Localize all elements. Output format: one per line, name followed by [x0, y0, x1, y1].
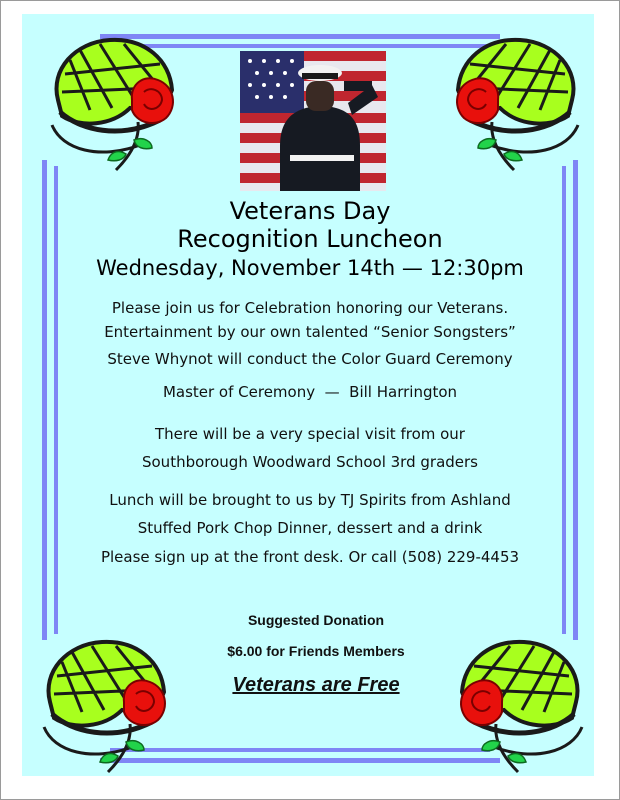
- helmet-rose-icon: [440, 30, 590, 180]
- title-line-1: Veterans Day: [229, 197, 391, 225]
- special-visit-line: Southborough Woodward School 3rd graders: [141, 453, 478, 471]
- detail-line: Steve Whynot will conduct the Color Guard Ceremony: [107, 350, 513, 368]
- sign-up-line: Please sign up at the front desk. Or call (508) 229-4453: [100, 548, 520, 566]
- special-visit-line: There will be a very special visit from our: [155, 425, 465, 443]
- saluting-soldier-flag-photo: [240, 51, 386, 191]
- event-date-time: Wednesday, November 14th — 12:30pm: [96, 256, 524, 280]
- helmet-rose-icon: [40, 30, 190, 180]
- master-of-ceremony: Master of Ceremony — Bill Harrington: [162, 383, 458, 401]
- detail-line: Entertainment by our own talented “Senior Songsters”: [104, 323, 516, 341]
- detail-line: Please join us for Celebration honoring our Veterans.: [111, 299, 509, 317]
- title-line-2: Recognition Luncheon: [177, 225, 443, 253]
- lunch-line: Stuffed Pork Chop Dinner, dessert and a drink: [137, 519, 483, 537]
- lunch-line: Lunch will be brought to us by TJ Spirits from Ashland: [109, 491, 511, 509]
- veterans-free-note: Veterans are Free: [232, 674, 400, 696]
- donation-heading: Suggested Donation: [247, 612, 385, 628]
- donation-amount: $6.00 for Friends Members: [227, 643, 405, 659]
